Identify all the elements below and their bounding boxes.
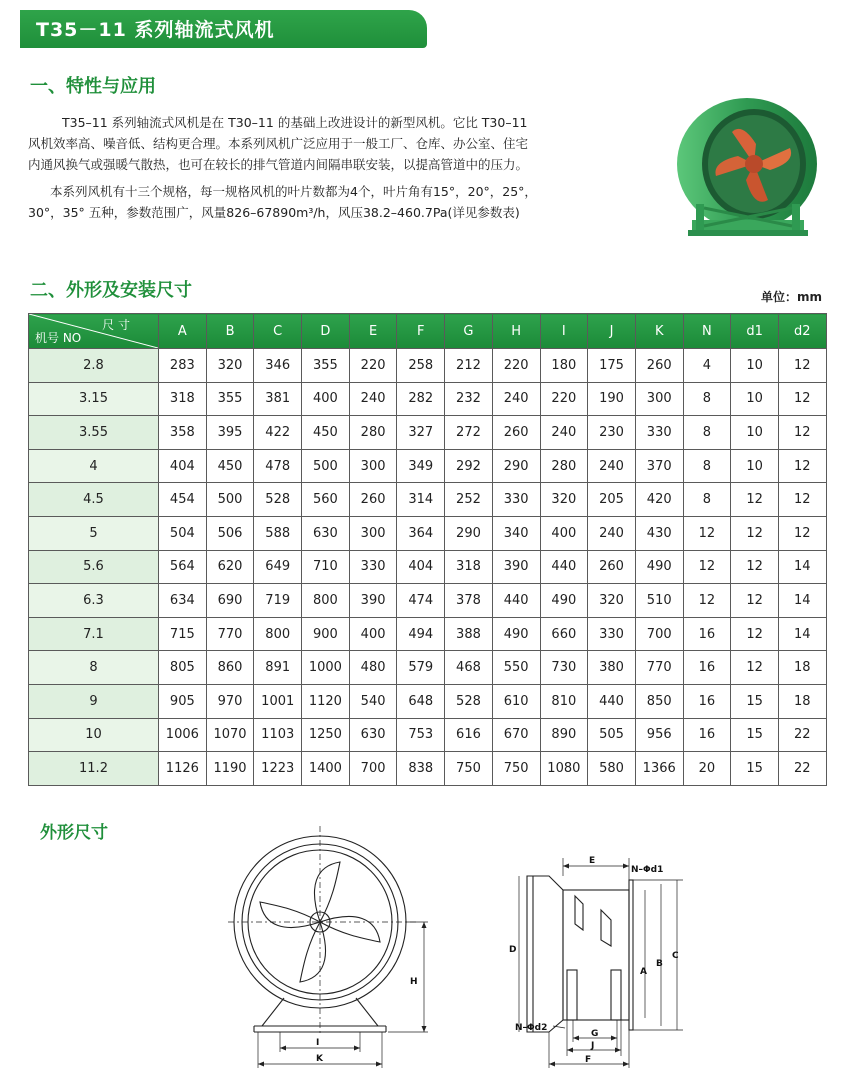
label-F: F xyxy=(585,1055,592,1065)
column-header-f: F xyxy=(397,314,445,349)
table-cell: 220 xyxy=(349,349,397,383)
table-cell: 440 xyxy=(492,584,540,618)
corner-top-label: 尺 寸 xyxy=(102,318,130,332)
table-cell: 1400 xyxy=(302,752,350,786)
table-cell: 10 xyxy=(731,449,779,483)
table-cell: 800 xyxy=(254,617,302,651)
column-header-d1: d1 xyxy=(731,314,779,349)
row-model-no: 5.6 xyxy=(29,550,159,584)
side-view-drawing xyxy=(505,850,695,1072)
table-cell: 12 xyxy=(731,617,779,651)
table-cell: 220 xyxy=(492,349,540,383)
table-cell: 16 xyxy=(683,718,731,752)
table-row xyxy=(29,382,827,416)
table-cell: 14 xyxy=(778,617,826,651)
table-cell: 1190 xyxy=(206,752,254,786)
table-cell: 12 xyxy=(778,483,826,517)
table-cell: 420 xyxy=(635,483,683,517)
table-cell: 500 xyxy=(302,449,350,483)
table-cell: 400 xyxy=(540,516,588,550)
table-cell: 358 xyxy=(159,416,207,450)
table-cell: 364 xyxy=(397,516,445,550)
table-cell: 212 xyxy=(445,349,493,383)
table-cell: 404 xyxy=(159,449,207,483)
table-cell: 395 xyxy=(206,416,254,450)
page-title: T35－11 系列轴流式风机 xyxy=(36,19,275,41)
table-cell: 750 xyxy=(492,752,540,786)
row-model-no: 9 xyxy=(29,684,159,718)
table-cell: 838 xyxy=(397,752,445,786)
table-cell: 252 xyxy=(445,483,493,517)
table-cell: 440 xyxy=(540,550,588,584)
table-cell: 588 xyxy=(254,516,302,550)
table-cell: 15 xyxy=(731,718,779,752)
table-cell: 8 xyxy=(683,416,731,450)
table-cell: 440 xyxy=(588,684,636,718)
table-cell: 8 xyxy=(683,449,731,483)
table-cell: 230 xyxy=(588,416,636,450)
table-cell: 616 xyxy=(445,718,493,752)
table-cell: 670 xyxy=(492,718,540,752)
row-model-no: 4 xyxy=(29,449,159,483)
table-cell: 380 xyxy=(588,651,636,685)
table-cell: 300 xyxy=(635,382,683,416)
column-header-g: G xyxy=(445,314,493,349)
front-view-drawing xyxy=(228,826,448,1074)
table-cell: 580 xyxy=(588,752,636,786)
table-cell: 280 xyxy=(540,449,588,483)
table-cell: 320 xyxy=(588,584,636,618)
table-cell: 272 xyxy=(445,416,493,450)
table-cell: 240 xyxy=(588,516,636,550)
table-cell: 1070 xyxy=(206,718,254,752)
table-cell: 12 xyxy=(731,550,779,584)
table-cell: 12 xyxy=(731,516,779,550)
table-cell: 468 xyxy=(445,651,493,685)
table-cell: 1250 xyxy=(302,718,350,752)
table-cell: 710 xyxy=(302,550,350,584)
table-cell: 205 xyxy=(588,483,636,517)
table-row xyxy=(29,584,827,618)
table-cell: 8 xyxy=(683,382,731,416)
table-cell: 260 xyxy=(492,416,540,450)
table-cell: 346 xyxy=(254,349,302,383)
table-cell: 12 xyxy=(731,651,779,685)
table-cell: 370 xyxy=(635,449,683,483)
para1-line2: 风机效率高、噪音低、结构更合理。本系列风机广泛应用于一般工厂、仓库、办公室、住宅 xyxy=(28,136,529,151)
table-cell: 1120 xyxy=(302,684,350,718)
table-cell: 327 xyxy=(397,416,445,450)
table-cell: 770 xyxy=(635,651,683,685)
table-cell: 690 xyxy=(206,584,254,618)
row-model-no: 2.8 xyxy=(29,349,159,383)
table-cell: 390 xyxy=(349,584,397,618)
row-model-no: 3.55 xyxy=(29,416,159,450)
title-banner xyxy=(20,10,427,48)
table-cell: 18 xyxy=(778,651,826,685)
table-cell: 700 xyxy=(349,752,397,786)
table-cell: 1126 xyxy=(159,752,207,786)
table-cell: 290 xyxy=(492,449,540,483)
table-cell: 190 xyxy=(588,382,636,416)
table-cell: 750 xyxy=(445,752,493,786)
table-cell: 378 xyxy=(445,584,493,618)
table-cell: 1000 xyxy=(302,651,350,685)
table-cell: 1006 xyxy=(159,718,207,752)
para1-line1: T35–11 系列轴流式风机是在 T30–11 的基础上改进设计的新型风机。它比 T30–11 xyxy=(62,115,528,130)
label-B: B xyxy=(656,959,663,969)
fan-photo-icon xyxy=(672,92,822,252)
table-cell: 900 xyxy=(302,617,350,651)
row-model-no: 4.5 xyxy=(29,483,159,517)
column-header-b: B xyxy=(206,314,254,349)
table-cell: 330 xyxy=(588,617,636,651)
table-row xyxy=(29,516,827,550)
table-cell: 560 xyxy=(302,483,350,517)
table-cell: 12 xyxy=(778,516,826,550)
table-cell: 450 xyxy=(302,416,350,450)
row-model-no: 3.15 xyxy=(29,382,159,416)
table-cell: 232 xyxy=(445,382,493,416)
table-cell: 320 xyxy=(206,349,254,383)
table-cell: 649 xyxy=(254,550,302,584)
table-cell: 20 xyxy=(683,752,731,786)
table-cell: 404 xyxy=(397,550,445,584)
table-cell: 800 xyxy=(302,584,350,618)
table-cell: 505 xyxy=(588,718,636,752)
column-header-a: A xyxy=(159,314,207,349)
row-model-no: 8 xyxy=(29,651,159,685)
table-cell: 12 xyxy=(683,584,731,618)
table-cell: 10 xyxy=(731,416,779,450)
table-cell: 490 xyxy=(540,584,588,618)
table-row xyxy=(29,449,827,483)
table-cell: 12 xyxy=(778,349,826,383)
table-cell: 12 xyxy=(731,584,779,618)
table-cell: 381 xyxy=(254,382,302,416)
table-cell: 730 xyxy=(540,651,588,685)
table-row xyxy=(29,550,827,584)
table-cell: 400 xyxy=(349,617,397,651)
table-cell: 388 xyxy=(445,617,493,651)
label-A: A xyxy=(640,967,647,977)
column-header-i: I xyxy=(540,314,588,349)
table-cell: 22 xyxy=(778,718,826,752)
table-cell: 490 xyxy=(492,617,540,651)
table-cell: 753 xyxy=(397,718,445,752)
table-cell: 630 xyxy=(302,516,350,550)
table-cell: 805 xyxy=(159,651,207,685)
table-cell: 494 xyxy=(397,617,445,651)
table-cell: 180 xyxy=(540,349,588,383)
label-I: I xyxy=(316,1038,320,1048)
table-cell: 478 xyxy=(254,449,302,483)
row-model-no: 5 xyxy=(29,516,159,550)
table-cell: 260 xyxy=(588,550,636,584)
dims-title: 外形尺寸 xyxy=(40,823,108,843)
table-cell: 506 xyxy=(206,516,254,550)
table-cell: 330 xyxy=(635,416,683,450)
table-cell: 12 xyxy=(778,449,826,483)
table-cell: 292 xyxy=(445,449,493,483)
table-cell: 258 xyxy=(397,349,445,383)
table-cell: 355 xyxy=(206,382,254,416)
table-cell: 175 xyxy=(588,349,636,383)
table-cell: 770 xyxy=(206,617,254,651)
table-cell: 891 xyxy=(254,651,302,685)
column-header-c: C xyxy=(254,314,302,349)
row-model-no: 7.1 xyxy=(29,617,159,651)
table-cell: 1103 xyxy=(254,718,302,752)
corner-bottom-label: 机号 NO xyxy=(35,331,82,345)
table-cell: 550 xyxy=(492,651,540,685)
section2-title: 二、外形及安装尺寸 xyxy=(30,280,192,301)
column-header-e: E xyxy=(349,314,397,349)
table-cell: 528 xyxy=(254,483,302,517)
label-N-d1: N–Φd1 xyxy=(631,865,664,875)
table-row xyxy=(29,416,827,450)
table-row xyxy=(29,617,827,651)
table-cell: 860 xyxy=(206,651,254,685)
table-cell: 890 xyxy=(540,718,588,752)
table-cell: 15 xyxy=(731,684,779,718)
table-cell: 12 xyxy=(683,550,731,584)
row-model-no: 6.3 xyxy=(29,584,159,618)
row-model-no: 10 xyxy=(29,718,159,752)
table-cell: 300 xyxy=(349,516,397,550)
table-cell: 719 xyxy=(254,584,302,618)
table-cell: 528 xyxy=(445,684,493,718)
label-J: J xyxy=(591,1041,595,1051)
table-cell: 810 xyxy=(540,684,588,718)
table-cell: 8 xyxy=(683,483,731,517)
label-C: C xyxy=(672,951,679,961)
table-cell: 1223 xyxy=(254,752,302,786)
table-cell: 330 xyxy=(349,550,397,584)
table-cell: 320 xyxy=(540,483,588,517)
table-cell: 12 xyxy=(778,416,826,450)
table-cell: 240 xyxy=(588,449,636,483)
section1-title: 一、特性与应用 xyxy=(30,76,156,97)
label-G: G xyxy=(591,1029,599,1039)
table-cell: 240 xyxy=(492,382,540,416)
table-cell: 700 xyxy=(635,617,683,651)
table-cell: 16 xyxy=(683,684,731,718)
table-cell: 280 xyxy=(349,416,397,450)
table-cell: 16 xyxy=(683,651,731,685)
para2-line2: 30°，35° 五种，参数范围广，风量826–67890m³/h，风压38.2–460.7Pa(详见参数表) xyxy=(28,205,520,220)
table-cell: 12 xyxy=(778,382,826,416)
table-cell: 355 xyxy=(302,349,350,383)
row-model-no: 11.2 xyxy=(29,752,159,786)
spec-table xyxy=(28,313,827,786)
column-header-h: H xyxy=(492,314,540,349)
table-cell: 630 xyxy=(349,718,397,752)
table-cell: 564 xyxy=(159,550,207,584)
table-cell: 240 xyxy=(349,382,397,416)
table-cell: 14 xyxy=(778,584,826,618)
label-D: D xyxy=(509,945,517,955)
table-cell: 12 xyxy=(683,516,731,550)
table-corner-header xyxy=(29,314,159,349)
table-cell: 715 xyxy=(159,617,207,651)
para1-line3: 内通风换气或强暖气散热，也可在较长的排气管道内间隔串联安装，以提高管道中的压力。 xyxy=(28,157,529,172)
table-row xyxy=(29,349,827,383)
table-cell: 422 xyxy=(254,416,302,450)
table-cell: 850 xyxy=(635,684,683,718)
column-header-d2: d2 xyxy=(778,314,826,349)
table-cell: 905 xyxy=(159,684,207,718)
table-cell: 282 xyxy=(397,382,445,416)
table-row xyxy=(29,718,827,752)
table-cell: 1366 xyxy=(635,752,683,786)
column-header-j: J xyxy=(588,314,636,349)
table-cell: 956 xyxy=(635,718,683,752)
table-cell: 10 xyxy=(731,382,779,416)
table-cell: 970 xyxy=(206,684,254,718)
table-cell: 290 xyxy=(445,516,493,550)
table-cell: 16 xyxy=(683,617,731,651)
table-cell: 504 xyxy=(159,516,207,550)
table-row xyxy=(29,483,827,517)
table-cell: 620 xyxy=(206,550,254,584)
table-cell: 14 xyxy=(778,550,826,584)
table-cell: 474 xyxy=(397,584,445,618)
table-cell: 660 xyxy=(540,617,588,651)
table-cell: 454 xyxy=(159,483,207,517)
table-cell: 318 xyxy=(445,550,493,584)
table-cell: 300 xyxy=(349,449,397,483)
label-K: K xyxy=(316,1054,323,1064)
table-cell: 510 xyxy=(635,584,683,618)
table-cell: 349 xyxy=(397,449,445,483)
table-cell: 240 xyxy=(540,416,588,450)
table-cell: 10 xyxy=(731,349,779,383)
table-cell: 540 xyxy=(349,684,397,718)
para2-line1: 本系列风机有十三个规格，每一规格风机的叶片数都为4个，叶片角有15°，20°，25°， xyxy=(50,184,537,199)
table-cell: 314 xyxy=(397,483,445,517)
table-cell: 480 xyxy=(349,651,397,685)
table-cell: 1080 xyxy=(540,752,588,786)
table-cell: 15 xyxy=(731,752,779,786)
table-cell: 610 xyxy=(492,684,540,718)
table-cell: 318 xyxy=(159,382,207,416)
label-H: H xyxy=(410,977,418,987)
unit-label: 单位：mm xyxy=(760,290,822,304)
table-cell: 390 xyxy=(492,550,540,584)
table-cell: 18 xyxy=(778,684,826,718)
table-cell: 12 xyxy=(731,483,779,517)
table-header-row xyxy=(29,314,827,349)
table-cell: 22 xyxy=(778,752,826,786)
table-cell: 220 xyxy=(540,382,588,416)
table-cell: 330 xyxy=(492,483,540,517)
table-row xyxy=(29,651,827,685)
table-cell: 500 xyxy=(206,483,254,517)
column-header-n: N xyxy=(683,314,731,349)
label-N-d2: N–Φd2 xyxy=(515,1023,548,1033)
table-cell: 4 xyxy=(683,349,731,383)
label-E: E xyxy=(589,856,596,866)
table-cell: 490 xyxy=(635,550,683,584)
table-cell: 260 xyxy=(349,483,397,517)
section1-paragraph xyxy=(28,112,668,223)
table-row xyxy=(29,752,827,786)
table-cell: 450 xyxy=(206,449,254,483)
table-cell: 400 xyxy=(302,382,350,416)
table-cell: 430 xyxy=(635,516,683,550)
column-header-k: K xyxy=(635,314,683,349)
table-cell: 648 xyxy=(397,684,445,718)
table-row xyxy=(29,684,827,718)
table-cell: 283 xyxy=(159,349,207,383)
table-cell: 579 xyxy=(397,651,445,685)
table-cell: 340 xyxy=(492,516,540,550)
table-cell: 260 xyxy=(635,349,683,383)
table-cell: 634 xyxy=(159,584,207,618)
column-header-d: D xyxy=(302,314,350,349)
table-cell: 1001 xyxy=(254,684,302,718)
